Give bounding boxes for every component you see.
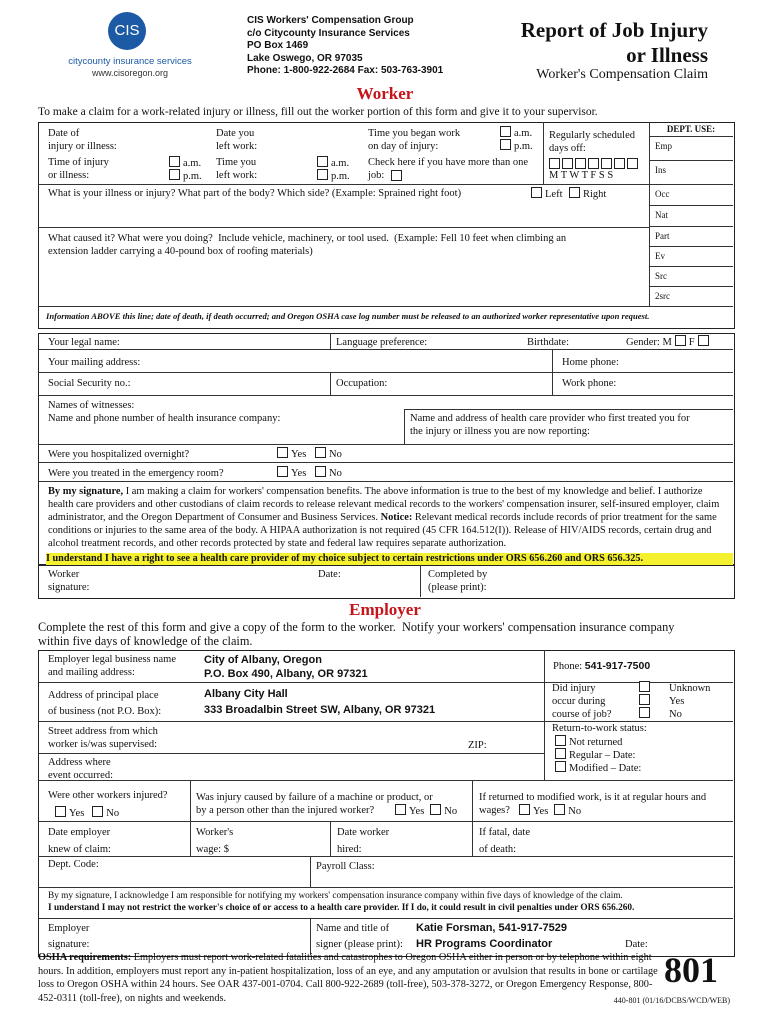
pm-label: p.m. (331, 171, 350, 182)
gender-f-checkbox[interactable] (698, 335, 709, 346)
more-than-one-job-label: Check here if you have more than one job: (368, 157, 529, 181)
dept-use-nat[interactable]: Nat (649, 205, 733, 226)
completed-by-label: Completed by (please print): (428, 569, 488, 593)
modified-yes-checkbox[interactable] (519, 804, 530, 815)
work-phone-label: Work phone: (562, 378, 617, 389)
osha-bold: OSHA requirements: (38, 952, 132, 963)
checkbox[interactable] (317, 169, 328, 180)
checkbox[interactable] (169, 156, 180, 167)
home-phone-label: Home phone: (562, 357, 619, 368)
pm-label: p.m. (183, 171, 202, 182)
logo-company: citycounty insurance services (68, 56, 192, 67)
pm-label: p.m. (514, 141, 533, 152)
signer-title-label: Name and title of signer (please print): (316, 923, 403, 950)
day-tue-checkbox[interactable] (562, 158, 573, 169)
employer-intro: Complete the rest of this form and give a copy of the form to the worker. Notify your workers' compensation insurance company within five days of knowledge of the claim. (38, 620, 675, 648)
checkbox[interactable] (169, 169, 180, 180)
gender-f-label: F (688, 337, 695, 348)
logo-url: www.cisoregon.org (91, 68, 169, 78)
checkbox[interactable] (500, 139, 511, 150)
address-line: c/o Citycounty Insurance Services (247, 27, 410, 39)
dept-use-part[interactable]: Part (649, 226, 733, 246)
address-line: Phone: 1-800-922-2684 Fax: 503-763-3901 (247, 65, 444, 76)
yes-label: Yes (669, 696, 685, 707)
dept-use-emp[interactable]: Emp (649, 136, 733, 160)
other-injured-no-checkbox[interactable] (92, 806, 103, 817)
employer-ack (48, 890, 732, 914)
address-line: Lake Oswego, OR 97035 (247, 52, 363, 64)
payroll-class-label: Payroll Class: (316, 861, 375, 872)
modified-date-label: Modified – Date: (569, 763, 642, 774)
yes-label: Yes (291, 449, 307, 460)
checkbox[interactable] (315, 447, 326, 458)
yes-label: Yes (291, 468, 307, 479)
injury-during-job-label: Did injury occur during course of job? (552, 683, 612, 720)
date-left-work-label: Date you left work: (216, 128, 258, 152)
emergency-room-no[interactable] (312, 466, 342, 480)
employer-date-label: Date: (625, 939, 648, 950)
gender-label: Gender: M (626, 337, 672, 348)
title-line1: Report of Job Injury (520, 18, 708, 42)
time-began-work-label: Time you began work on day of injury: (368, 128, 461, 152)
day-sat-checkbox[interactable] (614, 158, 625, 169)
signature-bold: By my signature, (48, 486, 124, 497)
employer-signature-label: Employer signature: (48, 923, 90, 950)
company-address (247, 15, 443, 78)
worker-signature-box (38, 565, 735, 599)
time-left-pm[interactable] (314, 169, 350, 183)
signer-title-value[interactable]: HR Programs Coordinator (416, 938, 553, 950)
regular-date-label: Regular – Date: (569, 750, 636, 761)
time-left-am[interactable] (314, 156, 349, 170)
no-label: No (568, 806, 582, 817)
day-mon-checkbox[interactable] (549, 158, 560, 169)
dept-use-2src[interactable]: 2src (649, 286, 733, 306)
cis-logo (60, 10, 200, 85)
dept-use-ins[interactable]: Ins (649, 160, 733, 184)
ack-text: By my signature, I acknowledge I am responsible for notifying my workers' compensation insurance company within five days of knowledge of the claim. (48, 891, 623, 901)
emergency-room-label: Were you treated in the emergency room? (48, 468, 224, 479)
hospitalized-no[interactable] (312, 447, 342, 461)
form-number: 801 (664, 950, 718, 990)
date-of-injury-label: Date of injury or illness: (48, 128, 117, 152)
checkbox[interactable] (317, 156, 328, 167)
hospitalized-yes[interactable] (274, 447, 306, 461)
time-of-injury-label: Time of injury or illness: (48, 157, 109, 181)
worker-heading: Worker (356, 84, 414, 103)
notice-text: Relevant medical records include records of prior treatment for the same conditions or injuries to the same area of the body. A HIPAA authorization is not required (45 CFR 164.512(I)). Release of HIV/AIDS records, certain drug and alcohol treatment records, and other records protected by state and federal law requires separate authorization. (48, 512, 717, 549)
principal-place-label: Address of principal place of business (not P.O. Box): (48, 690, 162, 717)
machine-failure-label: Was injury caused by failure of a machine or product, or by a person other than the injured worker? (196, 792, 433, 816)
am-label: a.m. (331, 158, 350, 169)
checkbox[interactable] (639, 707, 650, 718)
machine-no-checkbox[interactable] (430, 804, 441, 815)
checkbox[interactable] (555, 748, 566, 759)
checkbox[interactable] (569, 187, 580, 198)
supervised-address-label: Street address from which worker is/was supervised: (48, 726, 158, 750)
day-thu-checkbox[interactable] (588, 158, 599, 169)
dept-use-ev[interactable]: Ev (649, 246, 733, 266)
principal-place-address[interactable]: 333 Broadalbin Street SW, Albany, OR 97321 (204, 704, 436, 716)
employer-heading: Employer (349, 600, 421, 619)
day-fri-checkbox[interactable] (601, 158, 612, 169)
logo-circle: CIS (108, 12, 146, 50)
not-returned-label: Not returned (569, 737, 623, 748)
checkbox[interactable] (277, 466, 288, 477)
am-label: a.m. (183, 158, 202, 169)
more-than-one-job-checkbox[interactable] (391, 170, 402, 181)
employer-address-value[interactable]: P.O. Box 490, Albany, OR 97321 (204, 668, 368, 680)
return-to-work-label: Return-to-work status: (552, 723, 647, 734)
am-label: a.m. (514, 128, 533, 139)
checkbox[interactable] (531, 187, 542, 198)
right-to-see-provider: I understand I have a right to see a health care provider of my choice subject to certain restrictions under ORS 656.260 and ORS 656.325. (46, 553, 733, 565)
workers-wage-label: Worker's wage: $ (196, 827, 234, 855)
dept-code-label: Dept. Code: (48, 859, 99, 870)
no-label: No (329, 449, 342, 460)
modified-hours-yes-no[interactable] (516, 804, 581, 818)
principal-place-name[interactable]: Albany City Hall (204, 688, 288, 700)
gender-field[interactable] (626, 335, 712, 349)
what-illness-label: What is your illness or injury? What part of the body? Which side? (Example: Sprained right foot) (48, 188, 462, 199)
yes-label: Yes (69, 808, 85, 819)
checkbox[interactable] (500, 126, 511, 137)
other-injured-yes-no[interactable] (52, 806, 119, 820)
address-line: PO Box 1469 (247, 40, 309, 51)
time-injury-pm[interactable] (166, 169, 202, 183)
day-wed-checkbox[interactable] (575, 158, 586, 169)
time-began-pm[interactable] (497, 139, 533, 153)
signer-name-value[interactable]: Katie Forsman, 541-917-7529 (416, 922, 568, 934)
gender-m-checkbox[interactable] (675, 335, 686, 346)
form-code: 440-801 (01/16/DCBS/WCD/WEB) (613, 996, 730, 1005)
unknown-label: Unknown (669, 683, 711, 694)
worker-signature-statement (48, 485, 726, 550)
time-injury-am[interactable] (166, 156, 201, 170)
rtw-regular[interactable] (552, 748, 635, 762)
address-line: CIS Workers' Compensation Group (247, 15, 414, 26)
birthdate-label: Birthdate: (527, 337, 569, 348)
ssn-label: Social Security no.: (48, 378, 131, 389)
legal-name-label: Your legal name: (48, 337, 120, 348)
injury-yes[interactable] (636, 694, 684, 708)
checkbox[interactable] (639, 681, 650, 692)
health-insurance-label: Name and phone number of health insurance company: (48, 413, 281, 424)
notice-bold: Notice: (380, 512, 413, 523)
if-fatal-label: If fatal, date of death: (479, 827, 531, 855)
signature-text: I am making a claim for workers' compensation benefits. The above information is true to the best of my knowledge and belief. I authorize health care providers and other custodians of claim records to release relevant medical records to the workers' compensation insurer, self-insured employer, claim administrator, and the Oregon Department of Consumer and Business Services. (48, 486, 720, 523)
worker-intro: To make a claim for a work-related injury or illness, fill out the worker portion of this form and give it to your supervisor. (38, 106, 598, 118)
witnesses-label: Names of witnesses: (48, 400, 135, 411)
employer-name-label: Employer legal business name and mailing address: (48, 654, 177, 678)
emergency-room-yes[interactable] (274, 466, 306, 480)
dept-use-title: DEPT. USE: (666, 124, 716, 134)
injury-unknown[interactable] (636, 681, 710, 695)
injury-no[interactable] (636, 707, 682, 721)
ack-bold: I understand I may not restrict the worker's choice of or access to a health care provider. If I do, it could result in civil penalties under ORS 656.260. (48, 903, 635, 913)
other-injured-label: Were other workers injured? (48, 790, 168, 801)
side-left[interactable] (528, 187, 563, 201)
what-caused-label: What caused it? What were you doing? Include vehicle, machinery, or tool used. (Example: Fell 10 feet when climbing an extension ladder carrying a 40-pound box of roofing materials) (48, 233, 567, 257)
no-label: No (669, 709, 682, 720)
health-provider-label: Name and address of health care provider who first treated you for the injury or illness you are now reporting: (410, 413, 690, 437)
right-label: Right (583, 189, 607, 200)
modified-no-checkbox[interactable] (554, 804, 565, 815)
title-line2: or Illness (626, 43, 708, 67)
days-letters: M T W T F S S (549, 170, 614, 181)
modified-hours-label: If returned to modified work, is it at regular hours and wages? (479, 792, 707, 816)
yes-label: Yes (533, 806, 549, 817)
day-sun-checkbox[interactable] (627, 158, 638, 169)
form-subtitle: Worker's Compensation Claim (536, 67, 708, 82)
no-label: No (444, 806, 458, 817)
yes-label: Yes (409, 806, 425, 817)
zip-label: ZIP: (468, 740, 487, 751)
employer-phone[interactable] (553, 660, 650, 673)
rtw-not-returned[interactable] (552, 735, 622, 749)
worker-date-label: Date: (318, 569, 341, 580)
language-label: Language preference: (336, 337, 428, 348)
checkbox[interactable] (555, 735, 566, 746)
rtw-modified[interactable] (552, 761, 641, 775)
form-title (521, 18, 708, 68)
no-label: No (106, 808, 120, 819)
date-employer-knew-label: Date employer knew of claim: (48, 827, 111, 855)
worker-signature-label: Worker signature: (48, 569, 90, 593)
phone-value[interactable]: 541-917-7500 (584, 660, 651, 672)
phone-label: Phone: (553, 661, 583, 672)
osha-text: Employers must report work-related fatalities and catastrophes to Oregon OSHA either in person or by telephone within eight hours. In addition, employers must report any in-patient hospitalization, loss of an eye, and any amputation or avulsion that results in bone or cartilage loss to Oregon OSHA within 24 hours. See OAR 437-001-0704. Call 800-922-2689 (toll-free), 503-378-3272, or Oregon Emergency Response, 800-452-0311 (toll-free), on nights and weekends. (38, 952, 658, 1004)
employer-name-value[interactable]: City of Albany, Oregon (204, 654, 322, 666)
machine-failure-yes-no[interactable] (392, 804, 457, 818)
regular-days-off-label: Regularly scheduled days off: (549, 130, 636, 154)
notice-above-line: Information ABOVE this line; date of death, if death occurred; and Oregon OSHA case log number must be released to an authorized worker representative upon request. (46, 311, 650, 321)
time-began-am[interactable] (497, 126, 532, 140)
checkbox[interactable] (555, 761, 566, 772)
other-injured-yes-checkbox[interactable] (55, 806, 66, 817)
left-label: Left (545, 189, 563, 200)
osha-requirements (38, 951, 658, 1005)
checkbox[interactable] (277, 447, 288, 458)
machine-yes-checkbox[interactable] (395, 804, 406, 815)
no-label: No (329, 468, 342, 479)
mailing-address-label: Your mailing address: (48, 357, 141, 368)
address-where-label: Address where event occurred: (48, 757, 114, 781)
checkbox[interactable] (315, 466, 326, 477)
date-hired-label: Date worker hired: (337, 827, 390, 855)
time-left-work-label: Time you left work: (216, 157, 258, 181)
dept-use-src[interactable]: Src (649, 266, 733, 286)
hospitalized-label: Were you hospitalized overnight? (48, 449, 190, 460)
dept-use-occ[interactable]: Occ (649, 184, 733, 205)
side-right[interactable] (566, 187, 606, 201)
checkbox[interactable] (639, 694, 650, 705)
occupation-label: Occupation: (336, 378, 388, 389)
